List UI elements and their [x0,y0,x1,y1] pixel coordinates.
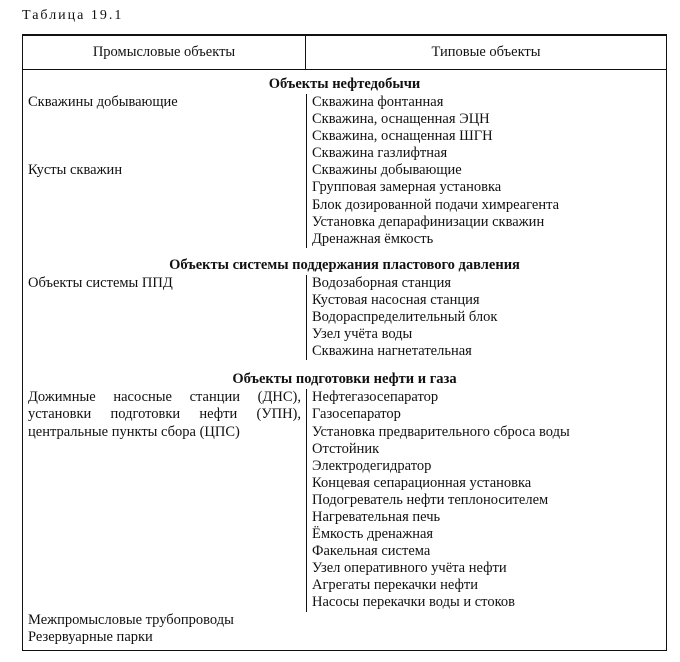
field-object-cell: Кусты скважин [28,162,123,179]
list-item: Скважина нагнетательная [312,343,472,360]
typical-objects-cell [306,94,666,162]
objects-table [22,34,667,651]
tail-item: Резервуарные парки [28,628,153,645]
list-item: Нефтегазосепаратор [312,389,439,406]
list-item: Установка предварительного сброса воды [312,423,570,440]
table-row [23,389,666,611]
list-item: Факельная система [312,543,431,560]
list-item: Водораспределительный блок [312,309,498,326]
list-item: Узел оперативного учёта нефти [312,560,507,577]
header-field-objects: Промысловые объекты [23,36,306,69]
list-item: Узел учёта воды [312,326,413,343]
header-typical-objects: Типовые объекты [431,44,541,60]
list-item: Установка депарафинизации скважин [312,213,545,230]
list-item: Водозаборная станция [312,274,451,291]
list-item: Электродегидратор [312,457,432,474]
table-tail [23,612,666,646]
list-item: Скважины добывающие [312,162,462,179]
section-heading: Объекты подготовки нефти и газа [232,371,457,388]
typical-objects-cell [306,275,666,360]
list-item: Концевая сепарационная установка [312,474,532,491]
list-item: Скважина, оснащенная ЭЦН [312,111,490,128]
field-object-cell: Объекты системы ППД [28,274,173,291]
table-row [23,275,666,360]
table-row [23,94,666,162]
field-object-cell: Скважины добывающие [28,94,178,110]
table-header [23,36,666,70]
section-heading: Объекты системы поддержания пластового давления [169,256,520,273]
list-item: Отстойник [312,440,380,457]
list-item: Ёмкость дренажная [312,526,434,543]
list-item: Нагревательная печь [312,508,441,525]
table-row [23,162,666,247]
list-item: Скважина, оснащенная ШГН [312,128,493,145]
list-item: Скважина газлифтная [312,145,448,162]
section-heading: Объекты нефтедобычи [268,76,421,92]
list-item: Скважина фонтанная [312,94,444,110]
typical-objects-cell [306,162,666,247]
list-item: Кустовая насосная станция [312,291,480,308]
table-body [23,74,666,612]
field-object-cell: Дожимные насосные станции (ДНС), установки подготовки нефти (УПН), центральные пункты сбора (ЦПС) [28,389,301,440]
list-item: Блок дозированной подачи химреагента [312,196,560,213]
list-item: Агрегаты перекачки нефти [312,577,478,594]
list-item: Дренажная ёмкость [312,230,434,247]
table-caption: Таблица 19.1 [22,8,124,23]
list-item: Насосы перекачки воды и стоков [312,594,515,611]
list-item: Подогреватель нефти теплоносителем [312,491,549,508]
tail-item: Межпромысловые трубопроводы [28,611,234,628]
list-item: Газосепаратор [312,406,401,423]
typical-objects-cell [306,389,666,611]
list-item: Групповая замерная установка [312,179,502,196]
